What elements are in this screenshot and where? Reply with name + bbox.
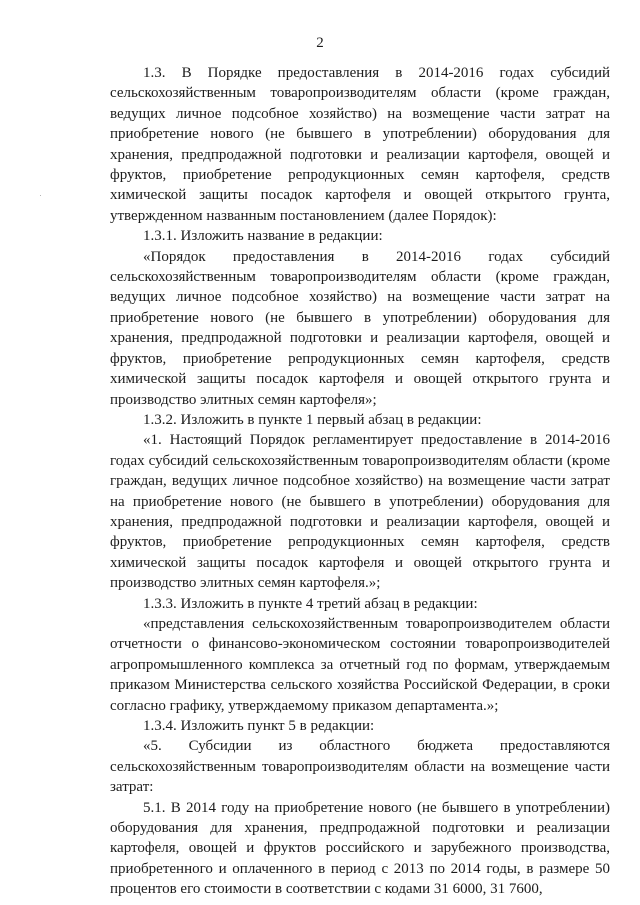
scan-speck (40, 195, 41, 196)
page-number: 2 (316, 35, 324, 51)
paragraph-1-3-2: 1.3.2. Изложить в пункте 1 первый абзац в редакции: (143, 411, 482, 428)
paragraph-1-3-4: 1.3.4. Изложить пункт 5 в редакции: (143, 718, 375, 734)
paragraph-1-3-1-quote: «Порядок предоставления в 2014-2016 годах субсидий сельскохозяйственным товаропроизводителям области (кроме граждан, ведущих личное подсобное хозяйство) на возмещение части затрат на приобретение нового (не бывшего в употреблении) оборудования для хранения, предпродажной подготовки и реализации картофеля, овощей и фруктов, приобретение репродукционных семян картофеля, средств химической защиты посадок картофеля и овощей открытого грунта и производство элитных семян картофеля»; (110, 248, 610, 408)
paragraph-1-3: 1.3. В Порядке предоставления в 2014-2016 годах субсидий сельскохозяйственным товаропроизводителям области (кроме граждан, ведущих личное подсобное хозяйство) на возмещение части затрат на приобретение нового (не бывшего в употреблении) оборудования для хранения, предпродажной подготовки и реализации картофеля, овощей и фруктов, приобретение репродукционных семян картофеля, средств химической защиты посадок картофеля и овощей открытого грунта, утвержденном названным постановлением (далее Порядок): (110, 65, 610, 224)
paragraph-5: «5. Субсидии из областного бюджета предоставляются сельскохозяйственным товаропроизводителям области на возмещение части затрат: (110, 738, 610, 796)
paragraph-5-1: 5.1. В 2014 году на приобретение нового (не бывшего в употреблении) оборудования для хранения, предпродажной подготовки и реализации картофеля, овощей и фруктов российского и зарубежного производства, приобретенного и оплаченного в период с 2013 по 2014 годы, в размере 50 процентов его стоимости в соответствии с кодами 31 6000, 31 7600, (110, 799, 610, 898)
paragraph-1-3-3-quote: «представления сельскохозяйственным товаропроизводителем области отчетности о финансово-экономическом состоянии товаропроизводителей агропромышленного комплекса за отчетный год по формам, утверждаемым приказом Министерства сельского хозяйства Российской Федерации, в сроки согласно графику, утверждаемому приказом департамента.»; (110, 615, 610, 714)
document-body (110, 63, 610, 900)
paragraph-1-3-2-quote: «1. Настоящий Порядок регламентирует предоставление в 2014-2016 годах субсидий сельскохозяйственным товаропроизводителям области (кроме граждан, ведущих личное подсобное хозяйство) на возмещение части затрат на приобретение нового (не бывшего в употреблении) оборудования для хранения, предпродажной подготовки и реализации картофеля, овощей и фруктов, приобретение репродукционных семян картофеля, средств химической защиты посадок картофеля и овощей открытого грунта и производство элитных семян картофеля.»; (110, 432, 610, 592)
paragraph-1-3-1: 1.3.1. Изложить название в редакции: (143, 228, 383, 245)
paragraph-1-3-3: 1.3.3. Изложить в пункте 4 третий абзац в редакции: (143, 595, 478, 612)
